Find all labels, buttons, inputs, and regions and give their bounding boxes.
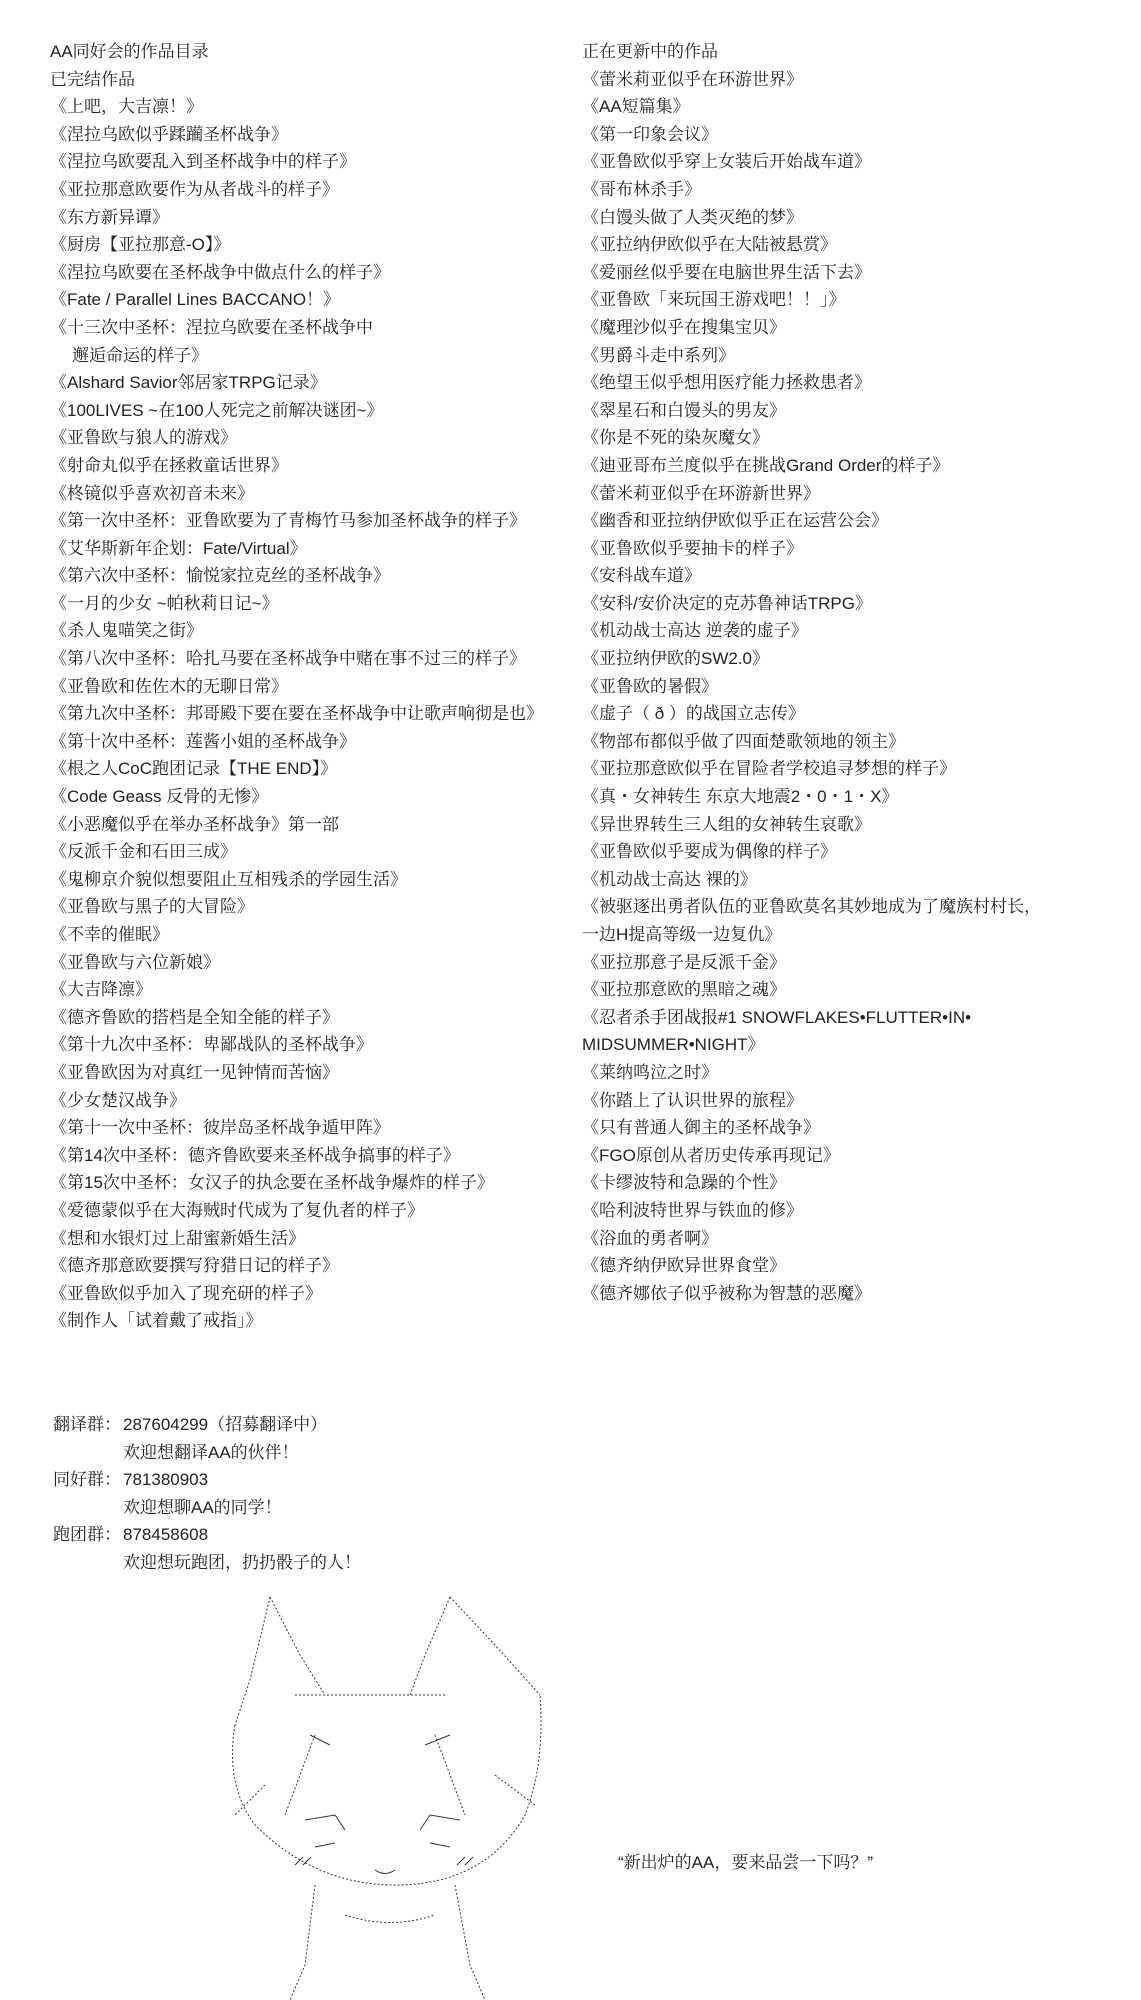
work-title: 《亚鲁欧似乎加入了现充研的样子》 — [50, 1283, 322, 1303]
work-title: 《亚拉纳伊欧的SW2.0》 — [582, 649, 770, 669]
work-title: 《异世界转生三人组的女神转生哀歌》 — [582, 814, 871, 834]
work-title: 《白馒头做了人类灭绝的梦》 — [582, 207, 803, 227]
work-title: 《第六次中圣杯：愉悦家拉克丝的圣杯战争》 — [50, 566, 390, 586]
work-title: 《蕾米莉亚似乎在环游世界》 — [582, 69, 803, 89]
group-info — [53, 1411, 361, 1577]
work-title: 《机动战士高达 裸的》 — [582, 869, 757, 889]
body-right — [455, 1885, 485, 2000]
mouth — [375, 1870, 395, 1874]
work-title: 《第九次中圣杯：邦哥殿下要在要在圣杯战争中让歌声响彻是也》 — [50, 704, 543, 724]
fan-group-number: 781380903 — [123, 1470, 209, 1490]
left-eye-lower — [315, 1843, 335, 1847]
ascii-art-illustration — [195, 1585, 595, 2000]
work-title: 《东方新异谭》 — [50, 207, 169, 227]
work-title: 《FGO原创从者历史传承再现记》 — [582, 1145, 840, 1165]
work-title: 《第15次中圣杯：女汉子的执念要在圣杯战争爆炸的样子》 — [50, 1173, 494, 1193]
left-ear-inner — [270, 1597, 325, 1695]
work-title: 《德齐那意欧要撰写狩猎日记的样子》 — [50, 1256, 339, 1276]
work-title: 《第十次中圣杯：莲酱小姐的圣杯战争》 — [50, 731, 356, 751]
right-ear-outline — [450, 1597, 540, 1695]
work-title: 《亚鲁欧因为对真红一见钟情而苦恼》 — [50, 1062, 339, 1082]
left-ear-outline — [235, 1597, 270, 1725]
translation-group-number: 287604299（招募翻译中） — [123, 1415, 328, 1434]
work-title: 《亚拉那意欧要作为从者战斗的样子》 — [50, 179, 339, 199]
work-title: 《Fate / Parallel Lines BACCANO！》 — [50, 290, 341, 310]
work-title: 《哥布林杀手》 — [582, 179, 701, 199]
hair-strand — [285, 1735, 315, 1815]
work-title: 《你踏上了认识世界的旅程》 — [582, 1090, 803, 1110]
work-title: 《第14次中圣杯：德齐鲁欧要来圣杯战争搞事的样子》 — [50, 1145, 460, 1165]
ascii-art-drawing — [195, 1585, 595, 2000]
work-title: 《迪亚哥布兰度似乎在挑战Grand Order的样子》 — [582, 455, 950, 475]
work-title: 《反派千金和石田三成》 — [50, 842, 237, 862]
work-title: 《亚鲁欧与狼人的游戏》 — [50, 428, 237, 448]
trpg-group-row — [53, 1521, 361, 1549]
work-title: 《第十九次中圣杯：卑鄙战队的圣杯战争》 — [50, 1035, 373, 1055]
ongoing-works-column — [582, 38, 1127, 1307]
work-title: 《第一次中圣杯：亚鲁欧要为了青梅竹马参加圣杯战争的样子》 — [50, 511, 526, 531]
work-title: 《只有普通人御主的圣杯战争》 — [582, 1118, 820, 1138]
translation-group-row — [53, 1411, 361, 1439]
work-title: 《亚拉那意子是反派千金》 — [582, 952, 786, 972]
work-title: 《一月的少女 ~帕秋莉日记~》 — [50, 593, 279, 613]
work-title: 《100LIVES ~在100人死完之前解决谜团~》 — [50, 400, 384, 420]
work-title: 《安科/安价决定的克苏鲁神话TRPG》 — [582, 593, 872, 613]
work-title: 《鬼柳京介貌似想要阻止互相残杀的学园生活》 — [50, 869, 407, 889]
work-title: 《幽香和亚拉纳伊欧似乎正在运营公会》 — [582, 511, 888, 531]
work-title: 《莱纳鸣泣之时》 — [582, 1062, 718, 1082]
work-title: 《忍者杀手团战报#1 SNOWFLAKES•FLUTTER•IN• — [582, 1007, 972, 1027]
work-title: 《根之人CoC跑团记录【THE END】》 — [50, 759, 338, 779]
work-title: 《杀人鬼喵笑之街》 — [50, 621, 203, 641]
work-title: 《涅拉乌欧似乎蹂躏圣杯战争》 — [50, 124, 288, 144]
work-title: 《蕾米莉亚似乎在环游新世界》 — [582, 483, 820, 503]
trpg-group-label: 跑团群： — [53, 1525, 121, 1545]
fan-group-row — [53, 1466, 361, 1494]
work-title: 《爱丽丝似乎要在电脑世界生活下去》 — [582, 262, 871, 282]
head-outline — [233, 1695, 542, 1885]
hair-strand — [235, 1785, 265, 1815]
work-title: 《德齐鲁欧的搭档是全知全能的样子》 — [50, 1007, 339, 1027]
hair-strand — [435, 1735, 465, 1815]
fan-group-note: 欢迎想聊AA的同学！ — [123, 1497, 282, 1517]
work-title: 《第十一次中圣杯：彼岸岛圣杯战争遁甲阵》 — [50, 1118, 390, 1138]
trpg-group-number: 878458608 — [123, 1525, 209, 1545]
work-title: 《虚子（ ð ）的战国立志传》 — [582, 704, 805, 724]
work-title: 《真・女神转生 东京大地震2・0・1・X》 — [582, 787, 899, 807]
ongoing-heading: 正在更新中的作品 — [582, 42, 718, 61]
work-title: 《德齐娜依子似乎被称为智慧的恶魔》 — [582, 1283, 871, 1303]
work-title: 《艾华斯新年企划：Fate/Virtual》 — [50, 538, 307, 558]
work-title: 《Code Geass 反骨的无惨》 — [50, 787, 269, 807]
completed-heading: 已完结作品 — [50, 69, 135, 89]
work-title: 《浴血的勇者啊》 — [582, 1228, 718, 1248]
fan-group-label: 同好群： — [53, 1470, 121, 1490]
work-title: 《涅拉乌欧要乱入到圣杯战争中的样子》 — [50, 152, 356, 172]
translation-group-label: 翻译群： — [53, 1415, 121, 1434]
right-blush — [457, 1857, 473, 1865]
work-title: 《卡缪波特和急躁的个性》 — [582, 1173, 786, 1193]
work-title-continued: 邂逅命运的样子》 — [72, 345, 208, 365]
work-title: 《亚鲁欧似乎要抽卡的样子》 — [582, 538, 803, 558]
work-title: 《翠星石和白馒头的男友》 — [582, 400, 786, 420]
left-blush — [295, 1857, 311, 1865]
work-title: 《第八次中圣杯：哈扎马要在圣杯战争中赌在事不过三的样子》 — [50, 649, 526, 669]
body-left — [290, 1885, 315, 2000]
left-eye — [305, 1815, 345, 1830]
work-title: 《厨房【亚拉那意-O】》 — [50, 235, 231, 255]
right-eye — [420, 1815, 460, 1830]
work-title: 《想和水银灯过上甜蜜新婚生活》 — [50, 1228, 305, 1248]
work-title: 《亚拉那意欧的黑暗之魂》 — [582, 980, 786, 1000]
work-title: 《小恶魔似乎在举办圣杯战争》第一部 — [50, 814, 339, 834]
right-eye-lower — [430, 1843, 450, 1847]
work-title: 《涅拉乌欧要在圣杯战争中做点什么的样子》 — [50, 262, 390, 282]
work-title: 《亚鲁欧的暑假》 — [582, 676, 718, 696]
work-title: 《AA短篇集》 — [582, 97, 690, 117]
work-title: 《亚鲁欧与黑子的大冒险》 — [50, 897, 254, 917]
collar — [345, 1915, 435, 1923]
work-title: 《上吧，大吉凛！》 — [50, 97, 203, 117]
work-title: 《亚拉那意欧似乎在冒险者学校追寻梦想的样子》 — [582, 759, 956, 779]
brows — [310, 1735, 450, 1745]
work-title-continued: 一边H提高等级一边复仇》 — [582, 925, 782, 944]
work-title: 《十三次中圣杯：涅拉乌欧要在圣杯战争中 — [50, 317, 373, 337]
work-title: 《机动战士高达 逆袭的虚子》 — [582, 621, 808, 641]
work-title: 《亚鲁欧和佐佐木的无聊日常》 — [50, 676, 288, 696]
work-title: 《物部布都似乎做了四面楚歌领地的领主》 — [582, 731, 905, 751]
hair-strand — [495, 1775, 535, 1805]
work-title-continued: MIDSUMMER•NIGHT》 — [582, 1035, 765, 1055]
work-title: 《被驱逐出勇者队伍的亚鲁欧莫名其妙地成为了魔族村村长， — [582, 897, 1041, 917]
work-title: 《德齐纳伊欧异世界食堂》 — [582, 1256, 786, 1276]
work-title: 《安科战车道》 — [582, 566, 701, 586]
work-title: 《亚鲁欧与六位新娘》 — [50, 952, 220, 972]
work-title: 《射命丸似乎在拯救童话世界》 — [50, 455, 288, 475]
catalog-title: AA同好会的作品目录 — [50, 42, 209, 61]
work-title: 《亚鲁欧似乎要成为偶像的样子》 — [582, 842, 837, 862]
work-title: 《第一印象会议》 — [582, 124, 718, 144]
work-title: 《男爵斗走中系列》 — [582, 345, 735, 365]
art-caption: “新出炉的AA，要来品尝一下吗？” — [618, 1853, 873, 1872]
work-title: 《亚鲁欧似乎穿上女装后开始战车道》 — [582, 152, 871, 172]
work-title: 《亚拉纳伊欧似乎在大陆被悬赏》 — [582, 235, 837, 255]
work-title: 《柊镜似乎喜欢初音未来》 — [50, 483, 254, 503]
work-title: 《Alshard Savior邻居家TRPG记录》 — [50, 373, 327, 393]
translation-group-note: 欢迎想翻译AA的伙伴！ — [123, 1442, 299, 1462]
work-title: 《爱德蒙似乎在大海贼时代成为了复仇者的样子》 — [50, 1200, 424, 1220]
work-title: 《不幸的催眠》 — [50, 925, 169, 944]
work-title: 《哈利波特世界与铁血的修》 — [582, 1200, 803, 1220]
work-title: 《制作人「试着戴了戒指」》 — [50, 1311, 263, 1331]
completed-works-column — [50, 38, 570, 1335]
trpg-group-note: 欢迎想玩跑团，扔扔骰子的人！ — [123, 1552, 361, 1572]
work-title: 《大吉降凛》 — [50, 980, 152, 1000]
work-title: 《魔理沙似乎在搜集宝贝》 — [582, 317, 786, 337]
work-title: 《你是不死的染灰魔女》 — [582, 428, 769, 448]
right-ear-inner — [410, 1597, 450, 1695]
work-title: 《亚鲁欧「来玩国王游戏吧！！」》 — [582, 290, 846, 310]
work-title: 《少女楚汉战争》 — [50, 1090, 186, 1110]
work-title: 《绝望王似乎想用医疗能力拯救患者》 — [582, 373, 871, 393]
